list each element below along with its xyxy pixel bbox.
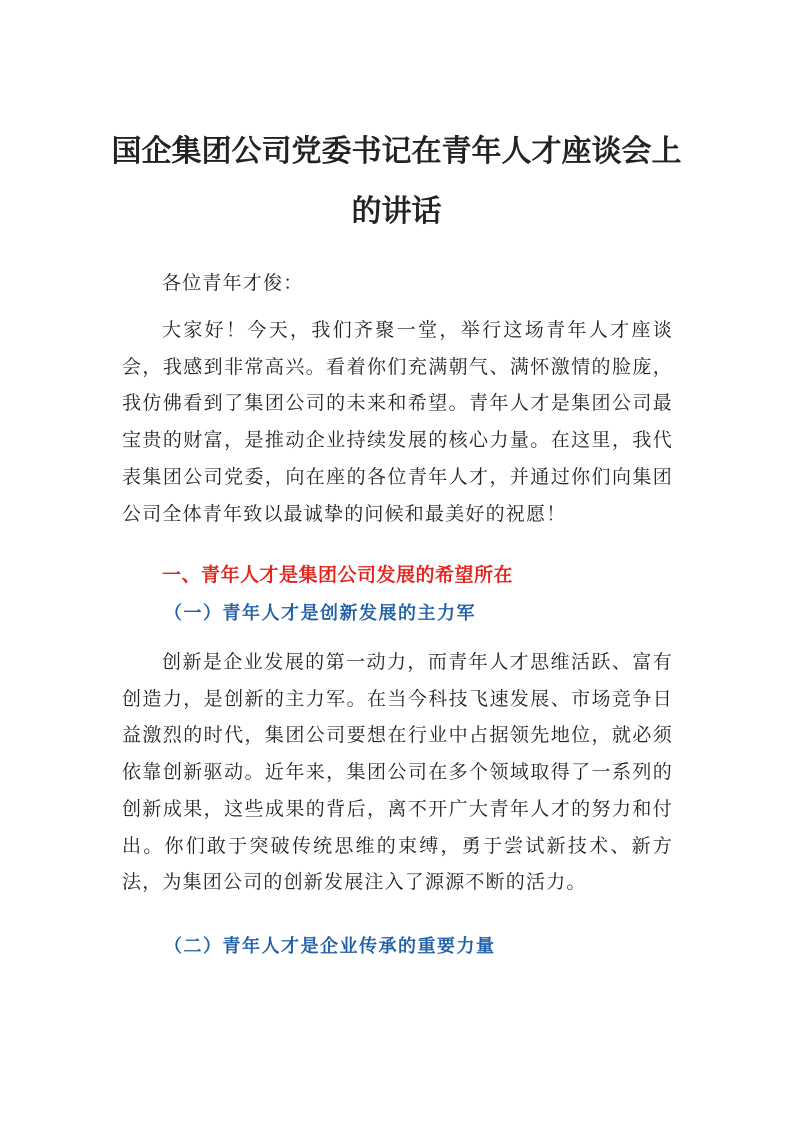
subsection-heading-2: （二）青年人才是企业传承的重要力量 [164, 936, 496, 957]
paragraph-innovation: 创新是企业发展的第一动力，而青年人才思维活跃、富有创造力，是创新的主力军。在当今科技飞速发展、市场竞争日益激烈的时代，集团公司要想在行业中占据领先地位，就必须依靠创新驱动。近年来，集团公司在多个领域取得了一系列的创新成果，这些成果的背后，离不开广大青年人才的努力和付出。你们敢于突破传统思维的束缚，勇于尝试新技术、新方法，为集团公司的创新发展注入了源源不断的活力。 [122, 651, 673, 894]
paragraph-opening: 大家好！今天，我们齐聚一堂，举行这场青年人才座谈会，我感到非常高兴。看着你们充满朝气、满怀激情的脸庞，我仿佛看到了集团公司的未来和希望。青年人才是集团公司最宝贵的财富，是推动企业持续发展的核心力量。在这里，我代表集团公司党委，向在座的各位青年人才，并通过你们向集团公司全体青年致以最诚挚的问候和最美好的祝愿！ [122, 319, 673, 525]
section-heading-1: 一、青年人才是集团公司发展的希望所在 [162, 564, 514, 586]
subsection-heading-1: （一）青年人才是创新发展的主力军 [164, 603, 476, 624]
salutation: 各位青年才俊： [162, 272, 304, 294]
document-title: 国企集团公司党委书记在青年人才座谈会上的讲话 [111, 134, 682, 229]
